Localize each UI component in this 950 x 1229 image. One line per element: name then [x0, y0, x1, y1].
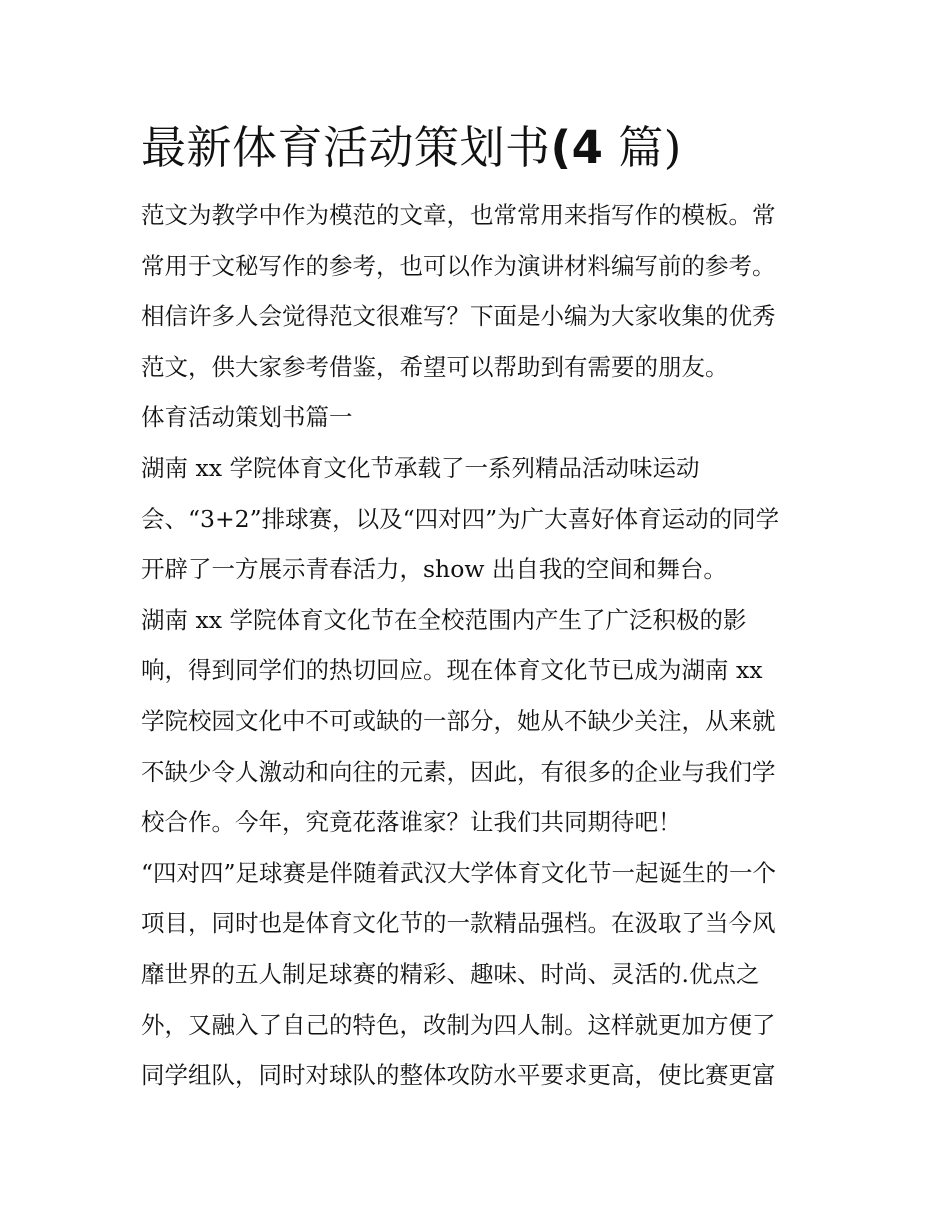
text-line-1: 范文为教学中作为模范的文章，也常常用来指写作的模板。常	[141, 201, 776, 229]
section-heading: 体育活动策划书篇一	[141, 403, 353, 432]
title-prefix: 最新体育活动策划书	[141, 121, 551, 174]
text-line-3: 相信许多人会觉得范文很难写？下面是小编为大家收集的优秀	[141, 302, 776, 331]
text-line-8: 开辟了一方展示青春活力，show 出自我的空间和舞台。	[141, 555, 727, 584]
text-line-18: 同学组队，同时对球队的整体攻防水平要求更高，使比赛更富	[141, 1061, 776, 1090]
text-line-17: 外，又融入了自己的特色，改制为四人制。这样就更加方便了	[141, 1010, 776, 1039]
text-line-15: 项目，同时也是体育文化节的一款精品强档。在汲取了当今风	[141, 909, 776, 938]
document-title	[141, 112, 813, 190]
text-line-14: “四对四”足球赛是伴随着武汉大学体育文化节一起诞生的一个	[141, 858, 777, 887]
text-line-9: 湖南 xx 学院体育文化节在全校范围内产生了广泛积极的影	[141, 605, 747, 634]
title-suffix: 篇)	[618, 121, 682, 174]
text-line-7: 会、“3+2”排球赛，以及“四对四”为广大喜好体育运动的同学	[141, 504, 780, 533]
document-body	[141, 112, 813, 1101]
text-line-4: 范文，供大家参考借鉴，希望可以帮助到有需要的朋友。	[141, 352, 729, 381]
text-line-10: 响，得到同学们的热切回应。现在体育文化节已成为湖南 xx	[141, 656, 763, 685]
text-line-2: 常用于文秘写作的参考，也可以作为演讲材料编写前的参考。	[141, 251, 776, 280]
text-line-13: 校合作。今年，究竟花落谁家？让我们共同期待吧！	[141, 808, 682, 837]
text-line-16: 靡世界的五人制足球赛的精彩、趣味、时尚、灵活的.优点之	[141, 959, 760, 988]
title-number: (4	[550, 121, 604, 174]
text-line-6: 湖南 xx 学院体育文化节承载了一系列精品活动味运动	[141, 453, 700, 482]
text-line-12: 不缺少令人激动和向往的元素，因此，有很多的企业与我们学	[141, 757, 776, 786]
text-line-11: 学院校园文化中不可或缺的一部分，她从不缺少关注，从来就	[141, 706, 776, 735]
